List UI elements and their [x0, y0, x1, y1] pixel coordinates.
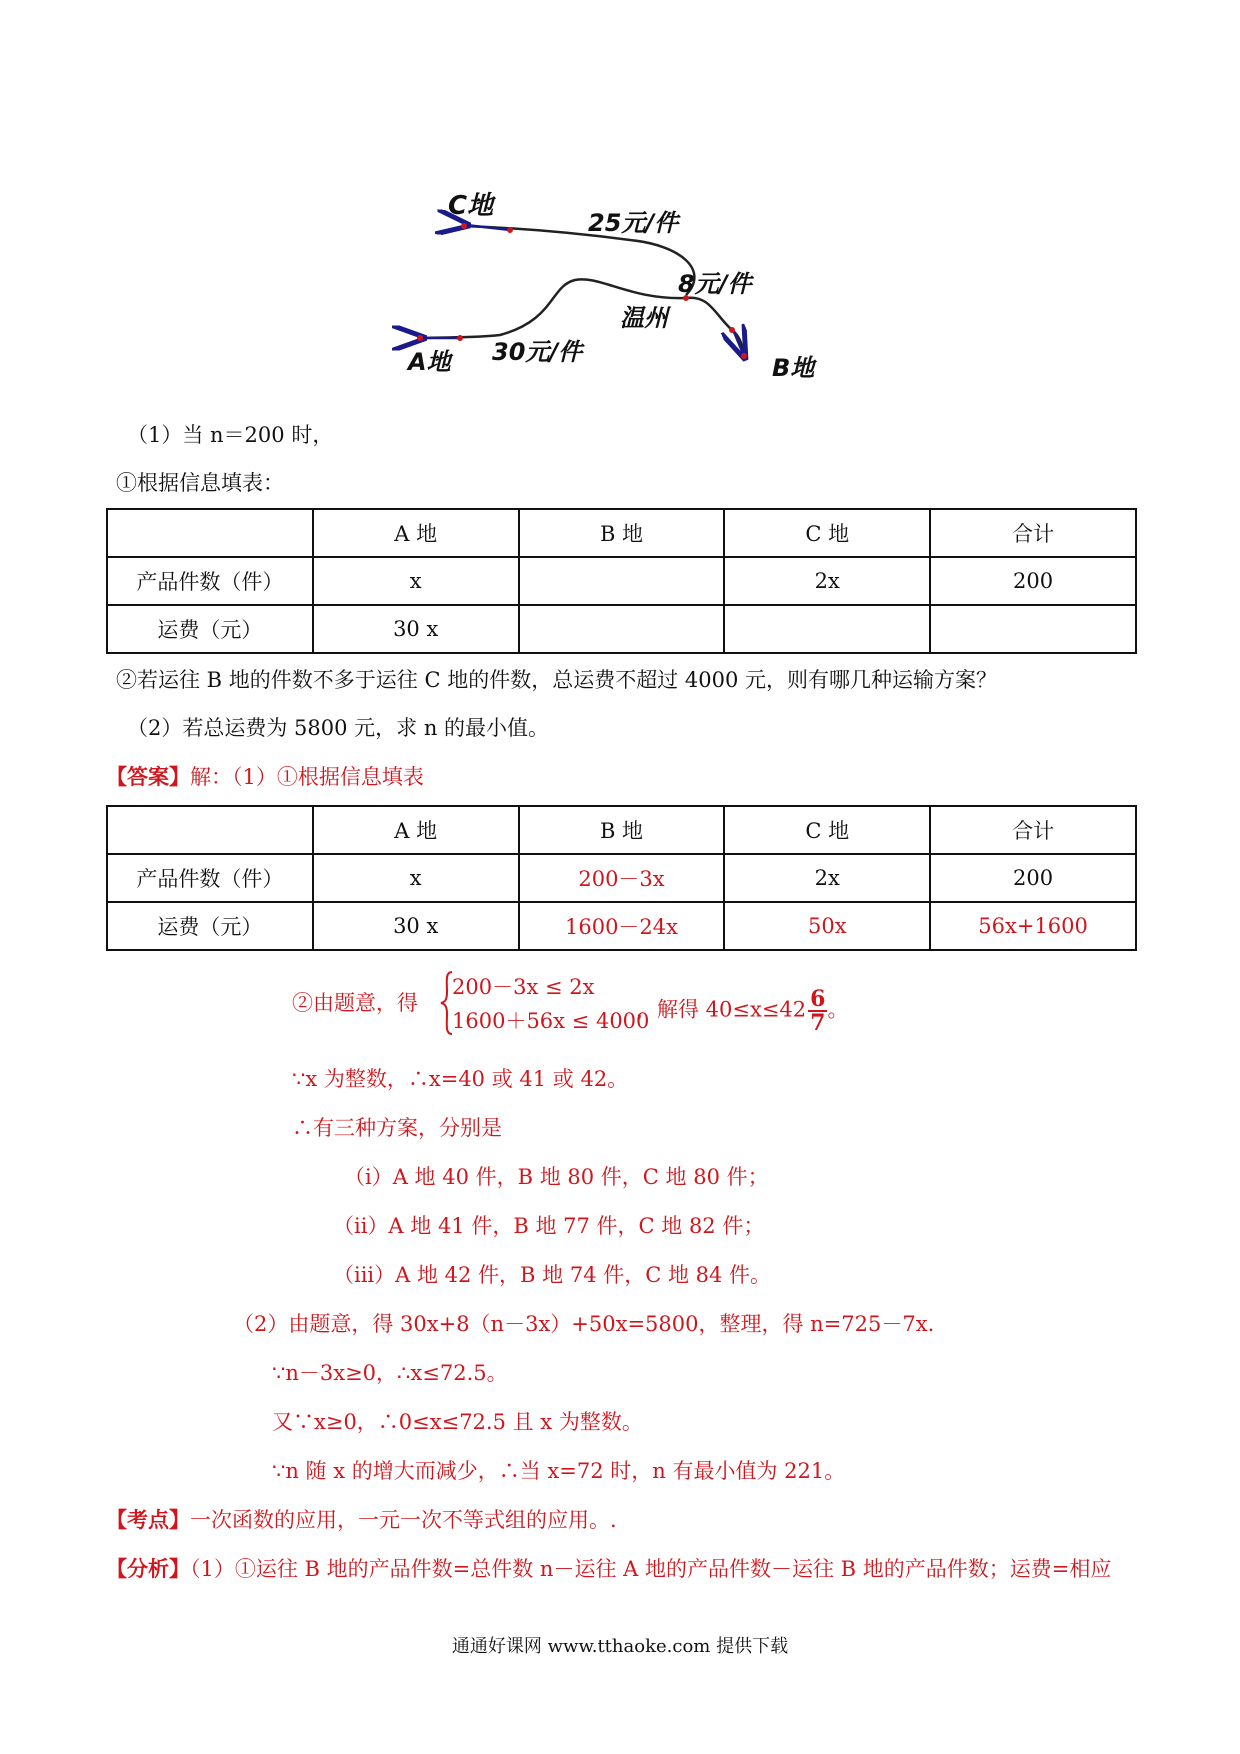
label-b: B地: [772, 354, 815, 382]
question-part1-q2: ②若运往 B 地的件数不多于运往 C 地的件数，总运费不超过 4000 元，则有哪几种运输方案？: [116, 668, 997, 692]
table-cell: [519, 605, 725, 653]
header-cell: B 地: [519, 806, 725, 854]
table-cell: x: [313, 557, 519, 605]
system-line-2: 1600＋56x ≤ 4000: [452, 1009, 650, 1033]
label-wenzhou: 温州: [620, 304, 668, 332]
system-line-1: 200－3x ≤ 2x: [452, 975, 595, 999]
kaodian-text: 一次函数的应用，一元一次不等式组的应用。.: [190, 1508, 617, 1532]
answer-table: [106, 805, 1137, 951]
question-table: [106, 508, 1137, 654]
system-prefix: ②由题意，得: [292, 991, 418, 1015]
plan-2: （ii）A 地 41 件，B 地 77 件，C 地 82 件；: [333, 1214, 765, 1238]
label-c: C地: [448, 191, 494, 221]
header-cell: B 地: [519, 509, 725, 557]
row-label: 产品件数（件）: [107, 854, 313, 902]
header-cell: [107, 806, 313, 854]
answer-part2-a: ∵n－3x≥0，∴x≤72.5。: [272, 1361, 508, 1385]
table-header-row: [107, 509, 1136, 557]
route-dot: [461, 223, 467, 229]
system-solve-text: ，解得 40≤x≤42: [636, 997, 807, 1022]
header-cell: 合计: [930, 509, 1136, 557]
plan-1: （i）A 地 40 件，B 地 80 件，C 地 80 件；: [344, 1165, 769, 1189]
table-cell: 50x: [724, 902, 930, 950]
table-cell: 200: [930, 854, 1136, 902]
answer-intro: 解：（1）①根据信息填表: [190, 765, 424, 789]
table-row: [107, 854, 1136, 902]
table-cell: [724, 605, 930, 653]
table-header-row: [107, 806, 1136, 854]
fraction-denominator: 7: [810, 1010, 826, 1036]
answer-part2: （2）由题意，得 30x+8（n－3x）+50x=5800，整理，得 n=725－7x.: [233, 1312, 935, 1336]
table-cell: 2x: [724, 557, 930, 605]
route-dot: [729, 327, 735, 333]
table-cell: 2x: [724, 854, 930, 902]
kaodian-tag: 【考点】: [106, 1508, 190, 1532]
question-part1-intro: （1）当 n＝200 时，: [127, 423, 334, 447]
fraction: [808, 988, 827, 1034]
label-price-c: 25元/件: [588, 209, 679, 237]
fenxi-line: [106, 1554, 1111, 1584]
row-label: 运费（元）: [107, 902, 313, 950]
answer-heading: [106, 762, 424, 792]
table-cell: [519, 557, 725, 605]
kaodian-line: [106, 1505, 617, 1535]
route-dot: [457, 335, 463, 341]
route-to-b: [686, 298, 744, 356]
table-cell: 30 x: [313, 902, 519, 950]
row-label: 运费（元）: [107, 605, 313, 653]
table-cell: 30 x: [313, 605, 519, 653]
system-brace: [440, 970, 452, 1036]
table-cell: 1600－24x: [519, 902, 725, 950]
fenxi-text: （1）①运往 B 地的产品件数=总件数 n－运往 A 地的产品件数－运往 B 地的产品件数；运费=相应: [190, 1557, 1112, 1581]
table-cell: x: [313, 854, 519, 902]
system-solution: [636, 988, 848, 1034]
answer-three-plans: ∴有三种方案，分别是: [292, 1116, 502, 1140]
table-cell: 200－3x: [519, 854, 725, 902]
system-end: 。: [827, 997, 849, 1022]
table-cell: 56x+1600: [930, 902, 1136, 950]
route-dot: [507, 227, 513, 233]
header-cell: 合计: [930, 806, 1136, 854]
route-dot: [741, 353, 747, 359]
fenxi-tag: 【分析】: [106, 1557, 190, 1581]
header-cell: A 地: [313, 509, 519, 557]
answer-integer: ∵x 为整数，∴x=40 或 41 或 42。: [292, 1067, 629, 1091]
question-fill-instruction: ①根据信息填表：: [116, 471, 284, 495]
answer-part2-b: 又∵x≥0，∴0≤x≤72.5 且 x 为整数。: [272, 1410, 643, 1434]
label-a: A地: [408, 348, 451, 376]
answer-tag: 【答案】: [106, 765, 190, 789]
table-row: [107, 557, 1136, 605]
table-row: [107, 605, 1136, 653]
route-dot: [417, 335, 423, 341]
fraction-numerator: 6: [810, 986, 826, 1012]
question-part2: （2）若总运费为 5800 元，求 n 的最小值。: [127, 716, 550, 740]
header-cell: C 地: [724, 509, 930, 557]
label-price-b: 8元/件: [678, 270, 752, 298]
row-label: 产品件数（件）: [107, 557, 313, 605]
table-cell: 200: [930, 557, 1136, 605]
header-cell: A 地: [313, 806, 519, 854]
page-footer: 通通好课网 www.tthaoke.com 提供下载: [451, 1636, 789, 1657]
label-price-a: 30元/件: [492, 338, 583, 366]
table-cell: [930, 605, 1136, 653]
route-diagram: [380, 170, 860, 390]
answer-part2-c: ∵n 随 x 的增大而减少，∴当 x=72 时，n 有最小值为 221。: [272, 1459, 846, 1483]
header-cell: C 地: [724, 806, 930, 854]
plan-3: （iii）A 地 42 件，B 地 74 件，C 地 84 件。: [333, 1263, 772, 1287]
table-row: [107, 902, 1136, 950]
header-cell: [107, 509, 313, 557]
